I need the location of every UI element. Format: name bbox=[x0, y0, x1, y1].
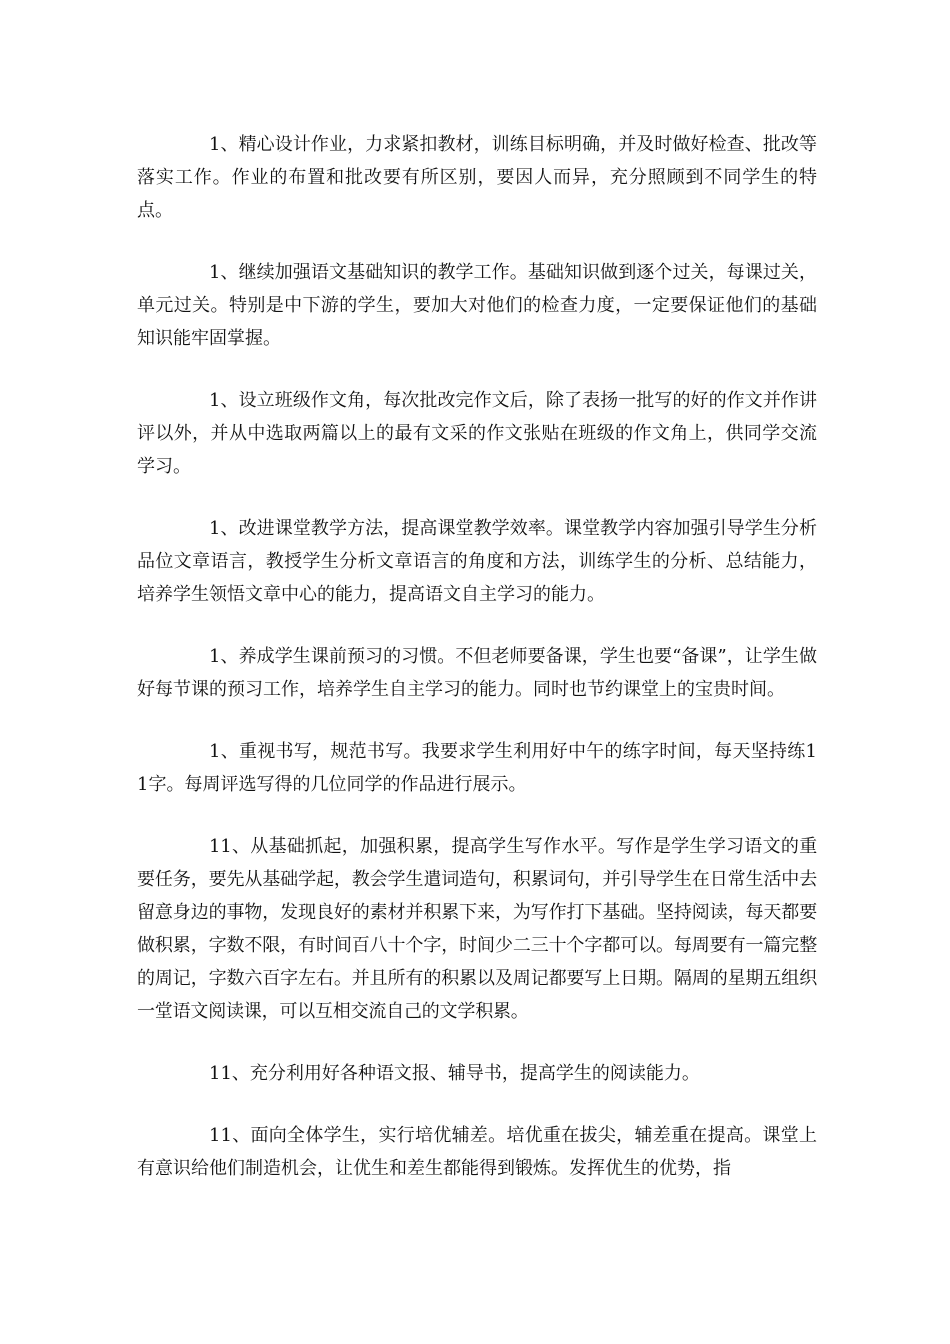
paragraph-basic-knowledge: 1、继续加强语文基础知识的教学工作。基础知识做到逐个过关，每课过关，单元过关。特别是中下游的学生，要加大对他们的检查力度，一定要保证他们的基础知识能牢固掌握。 bbox=[137, 262, 817, 349]
paragraph-preview-habit: 1、养成学生课前预习的习惯。不但老师要备课，学生也要“备课”，让学生做好每节课的预习工作，培养学生自主学习的能力。同时也节约课堂上的宝贵时间。 bbox=[137, 646, 817, 700]
paragraph-all-students: 11、面向全体学生，实行培优辅差。培优重在拔尖，辅差重在提高。课堂上有意识给他们制造机会，让优生和差生都能得到锻炼。发挥优生的优势，指 bbox=[137, 1125, 817, 1179]
paragraph-homework-design: 1、精心设计作业，力求紧扣教材，训练目标明确，并及时做好检查、批改等落实工作。作业的布置和批改要有所区别，要因人而异，充分照顾到不同学生的特点。 bbox=[137, 134, 817, 221]
paragraph-handwriting: 1、重视书写，规范书写。我要求学生利用好中午的练字时间，每天坚持练11字。每周评选写得的几位同学的作品进行展示。 bbox=[137, 741, 817, 795]
document-body bbox=[137, 128, 817, 1214]
paragraph-writing-accumulation: 11、从基础抓起，加强积累，提高学生写作水平。写作是学生学习语文的重要任务，要先从基础学起，教会学生遣词造句，积累词句，并引导学生在日常生活中去留意身边的事物，发现良好的素材并积累下来，为写作打下基础。坚持阅读，每天都要做积累，字数不限，有时间百八十个字，时间少二三十个字都可以。每周要有一篇完整的周记，字数六百字左右。并且所有的积累以及周记都要写上日期。隔周的星期五组织一堂语文阅读课，可以互相交流自己的文学积累。 bbox=[137, 836, 817, 1022]
paragraph-composition-corner: 1、设立班级作文角，每次批改完作文后，除了表扬一批写的好的作文并作讲评以外，并从中选取两篇以上的最有文采的作文张贴在班级的作文角上，供同学交流学习。 bbox=[137, 390, 817, 477]
paragraph-classroom-method: 1、改进课堂教学方法，提高课堂教学效率。课堂教学内容加强引导学生分析品位文章语言，教授学生分析文章语言的角度和方法，训练学生的分析、总结能力，培养学生领悟文章中心的能力，提高语文自主学习的能力。 bbox=[137, 518, 817, 605]
paragraph-reading-materials: 11、充分利用好各种语文报、辅导书，提高学生的阅读能力。 bbox=[209, 1063, 700, 1084]
